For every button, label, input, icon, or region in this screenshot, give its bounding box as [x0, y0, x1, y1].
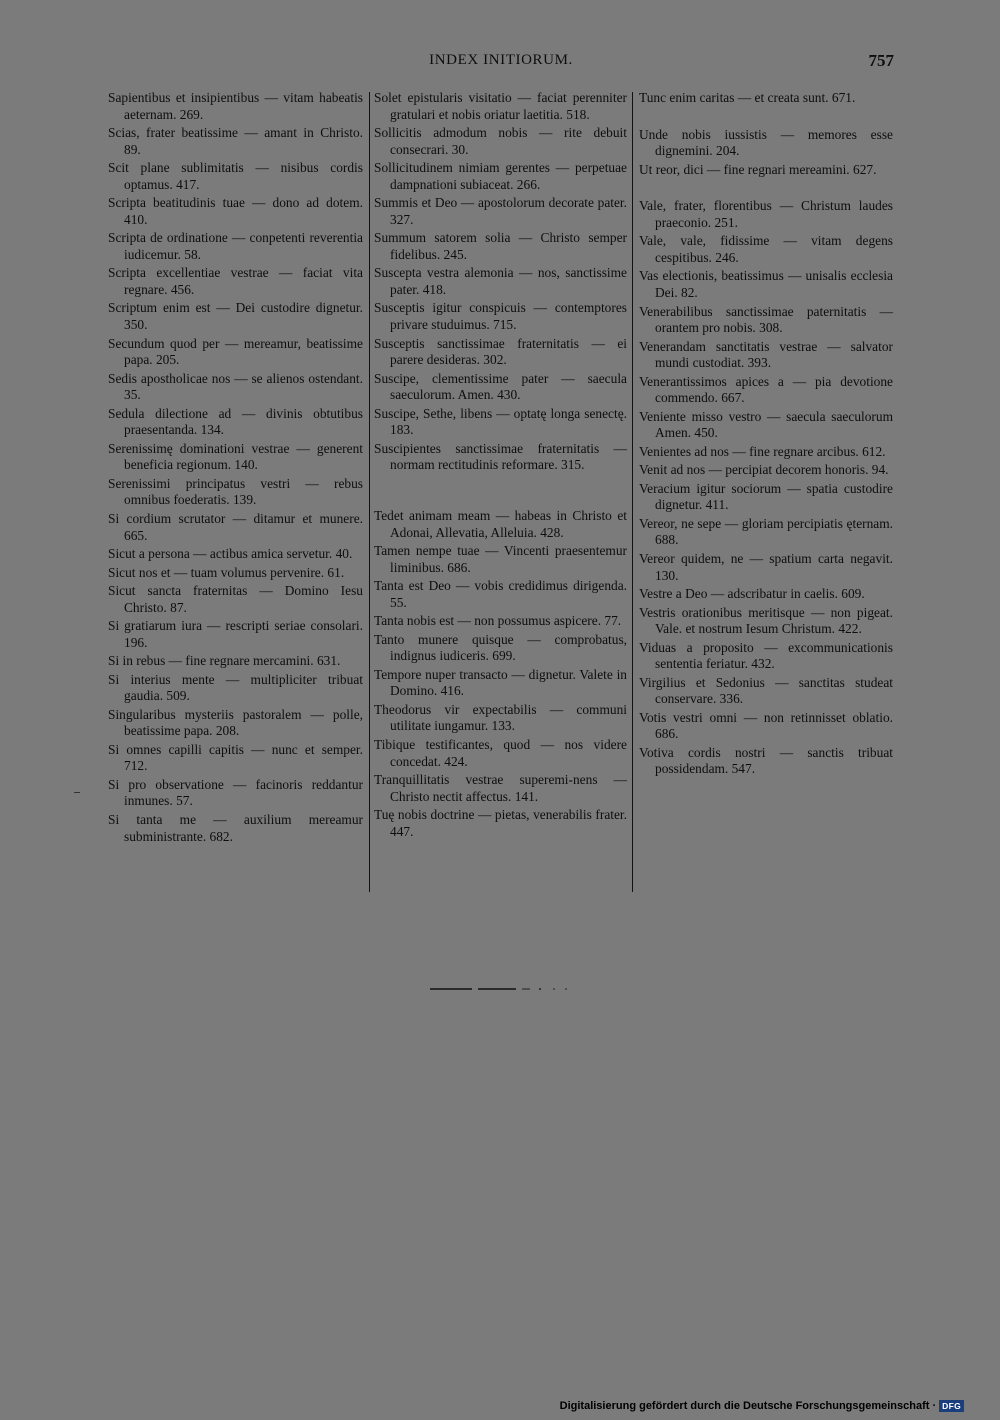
index-entry: Sicut sancta fraternitas — Domino Iesu Christo. 87.: [108, 582, 363, 615]
index-entry: Sedis apostholicae nos — se alienos ostendant. 35.: [108, 370, 363, 403]
index-entry: Si in rebus — fine regnare mercamini. 631.: [108, 653, 341, 669]
index-entry: Votis vestri omni — non retinnisset oblatio. 686.: [639, 709, 893, 742]
index-entry: Venit ad nos — percipiat decorem honoris. 94.: [639, 462, 889, 478]
index-entry: Tunc enim caritas — et creata sunt. 671.: [639, 90, 856, 105]
index-entry: Vestre a Deo — adscribatur in caelis. 609.: [639, 586, 865, 602]
index-entry: Suscipe, clementissime pater — saecula saeculorum. Amen. 430.: [374, 370, 627, 403]
margin-mark: [74, 792, 80, 793]
index-entry: Singularibus mysteriis pastoralem — polle, beatissime papa. 208.: [108, 706, 363, 739]
index-entry: Solet epistularis visitatio — faciat perenniter gratulari et nobis oriatur laetitia. 518.: [374, 90, 627, 122]
index-entry: Si cordium scrutator — ditamur et munere. 665.: [108, 510, 363, 543]
index-entry: Si pro observatione — facinoris reddantur inmunes. 57.: [108, 776, 363, 809]
index-entry: Si interius mente — multipliciter tribuat gaudia. 509.: [108, 671, 363, 704]
index-entry: Scriptum enim est — Dei custodire dignetur. 350.: [108, 300, 363, 333]
index-entry: Tranquillitatis vestrae superemi-nens — Christo nectit affectus. 141.: [374, 772, 627, 804]
index-entry: Tempore nuper transacto — dignetur. Valete in Domino. 416.: [374, 666, 627, 699]
page-header: [108, 52, 894, 74]
index-entry: Si omnes capilli capitis — nunc et semper. 712.: [108, 741, 363, 774]
index-entry: Scripta excellentiae vestrae — faciat vita regnare. 456.: [108, 265, 363, 297]
index-entry: Suscepta vestra alemonia — nos, sanctissime pater. 418.: [374, 265, 627, 297]
index-entry: Sollicitudinem nimiam gerentes — perpetuae dampnationi subiaceat. 266.: [374, 160, 627, 192]
index-entry: Viduas a proposito — excommunicationis sententia feriatur. 432.: [639, 639, 893, 672]
index-entry: Scripta de ordinatione — conpetenti reverentia iudicemur. 58.: [108, 230, 363, 262]
index-entry: Vestris orationibus meritisque — non pigeat. Vale. et nostrum Iesum Christum. 422.: [639, 604, 893, 637]
index-entry: Vale, vale, fidissime — vitam degens cespitibus. 246.: [639, 233, 893, 265]
running-title: INDEX INITIORUM.: [429, 52, 573, 68]
dfg-logo: DFG: [939, 1400, 964, 1412]
column-rule-left: [369, 92, 370, 892]
index-entry: Serenissimi principatus vestri — rebus omnibus foederatis. 139.: [108, 475, 363, 508]
end-ornament: [430, 986, 570, 992]
index-entry: Tedet animam meam — habeas in Christo et Adonai, Allevatia, Alleluia. 428.: [374, 507, 627, 540]
index-entry: Theodorus vir expectabilis — communi utilitate iungamur. 133.: [374, 701, 627, 734]
index-entry: Suscipientes sanctissimae fraternitatis — normam rectitudinis reformare. 315.: [374, 440, 627, 473]
index-entry: Serenissimę dominationi vestrae — generent beneficia regionum. 140.: [108, 440, 363, 473]
index-entry: Scias, frater beatissime — amant in Christo. 89.: [108, 125, 363, 157]
index-entry: Vereor, ne sepe — gloriam percipiatis ęternam. 688.: [639, 515, 893, 548]
index-entry: Sedula dilectione ad — divinis obtutibus praesentanda. 134.: [108, 405, 363, 438]
index-entry: Venerandam sanctitatis vestrae — salvator mundi custodiat. 393.: [639, 338, 893, 371]
index-entry: Vereor quidem, ne — spatium carta negavit. 130.: [639, 550, 893, 583]
index-entry: Si tanta me — auxilium mereamur subministrante. 682.: [108, 811, 363, 844]
index-entry: Tanto munere quisque — comprobatus, indignus iudiceris. 699.: [374, 631, 627, 664]
index-column-2: [374, 90, 627, 842]
index-entry: Sollicitis admodum nobis — rite debuit consecrari. 30.: [374, 125, 627, 157]
index-entry: Susceptis sanctissimae fraternitatis — ei parere desideras. 302.: [374, 335, 627, 368]
index-entry: Summum satorem solia — Christo semper fidelibus. 245.: [374, 230, 627, 262]
index-entry: Tibique testificantes, quod — nos videre concedat. 424.: [374, 736, 627, 769]
index-entry: Unde nobis iussistis — memores esse dignemini. 204.: [639, 126, 893, 159]
index-entry: Tanta nobis est — non possumus aspicere. 77.: [374, 613, 622, 629]
index-entry: Ut reor, dici — fine regnari mereamini. 627.: [639, 161, 877, 177]
index-column-1: [108, 90, 363, 847]
index-entry: Vas electionis, beatissimus — unisalis ecclesia Dei. 82.: [639, 268, 893, 301]
digitization-credit: [560, 1400, 964, 1412]
index-entry: Veniente misso vestro — saecula saeculorum Amen. 450.: [639, 408, 893, 441]
index-entry: Sicut a persona — actibus amica servetur. 40.: [108, 546, 353, 562]
index-entry: Suscipe, Sethe, libens — optatę longa senectę. 183.: [374, 405, 627, 438]
index-entry: Scripta beatitudinis tuae — dono ad dotem. 410.: [108, 195, 363, 227]
index-entry: Venerabilibus sanctissimae paternitatis — orantem pro nobis. 308.: [639, 303, 893, 336]
index-entry: Susceptis igitur conspicuis — contemptores privare studuimus. 715.: [374, 300, 627, 333]
index-entry: Sicut nos et — tuam volumus pervenire. 61.: [108, 564, 345, 580]
credit-text: Digitalisierung gefördert durch die Deutsche Forschungsgemeinschaft ·: [559, 1400, 937, 1412]
index-entry: Virgilius et Sedonius — sanctitas studeat conservare. 336.: [639, 674, 893, 707]
index-entry: Tanta est Deo — vobis credidimus dirigenda. 55.: [374, 578, 627, 610]
index-entry: Venerantissimos apices a — pia devotione commendo. 667.: [639, 373, 893, 406]
index-entry: Veracium igitur sociorum — spatia custodire dignetur. 411.: [639, 480, 893, 513]
index-column-3: [639, 90, 893, 780]
index-entry: Tuę nobis doctrine — pietas, venerabilis frater. 447.: [374, 807, 627, 839]
index-entry: Tamen nempe tuae — Vincenti praesentemur liminibus. 686.: [374, 543, 627, 575]
index-entry: Si gratiarum iura — rescripti seriae consolari. 196.: [108, 618, 363, 650]
index-entry: Sapientibus et insipientibus — vitam habeatis aeternam. 269.: [108, 90, 363, 122]
index-entry: Vale, frater, florentibus — Christum laudes praeconio. 251.: [639, 198, 893, 230]
index-entry: Summis et Deo — apostolorum decorate pater. 327.: [374, 195, 627, 227]
index-entry: Secundum quod per — mereamur, beatissime papa. 205.: [108, 335, 363, 368]
column-rule-right: [632, 92, 633, 892]
index-entry: Venientes ad nos — fine regnare arcibus. 612.: [639, 443, 886, 459]
page-number: 757: [868, 51, 894, 70]
index-entry: Scit plane sublimitatis — nisibus cordis optamus. 417.: [108, 160, 363, 192]
index-entry: Votiva cordis nostri — sanctis tribuat possidendam. 547.: [639, 744, 893, 777]
